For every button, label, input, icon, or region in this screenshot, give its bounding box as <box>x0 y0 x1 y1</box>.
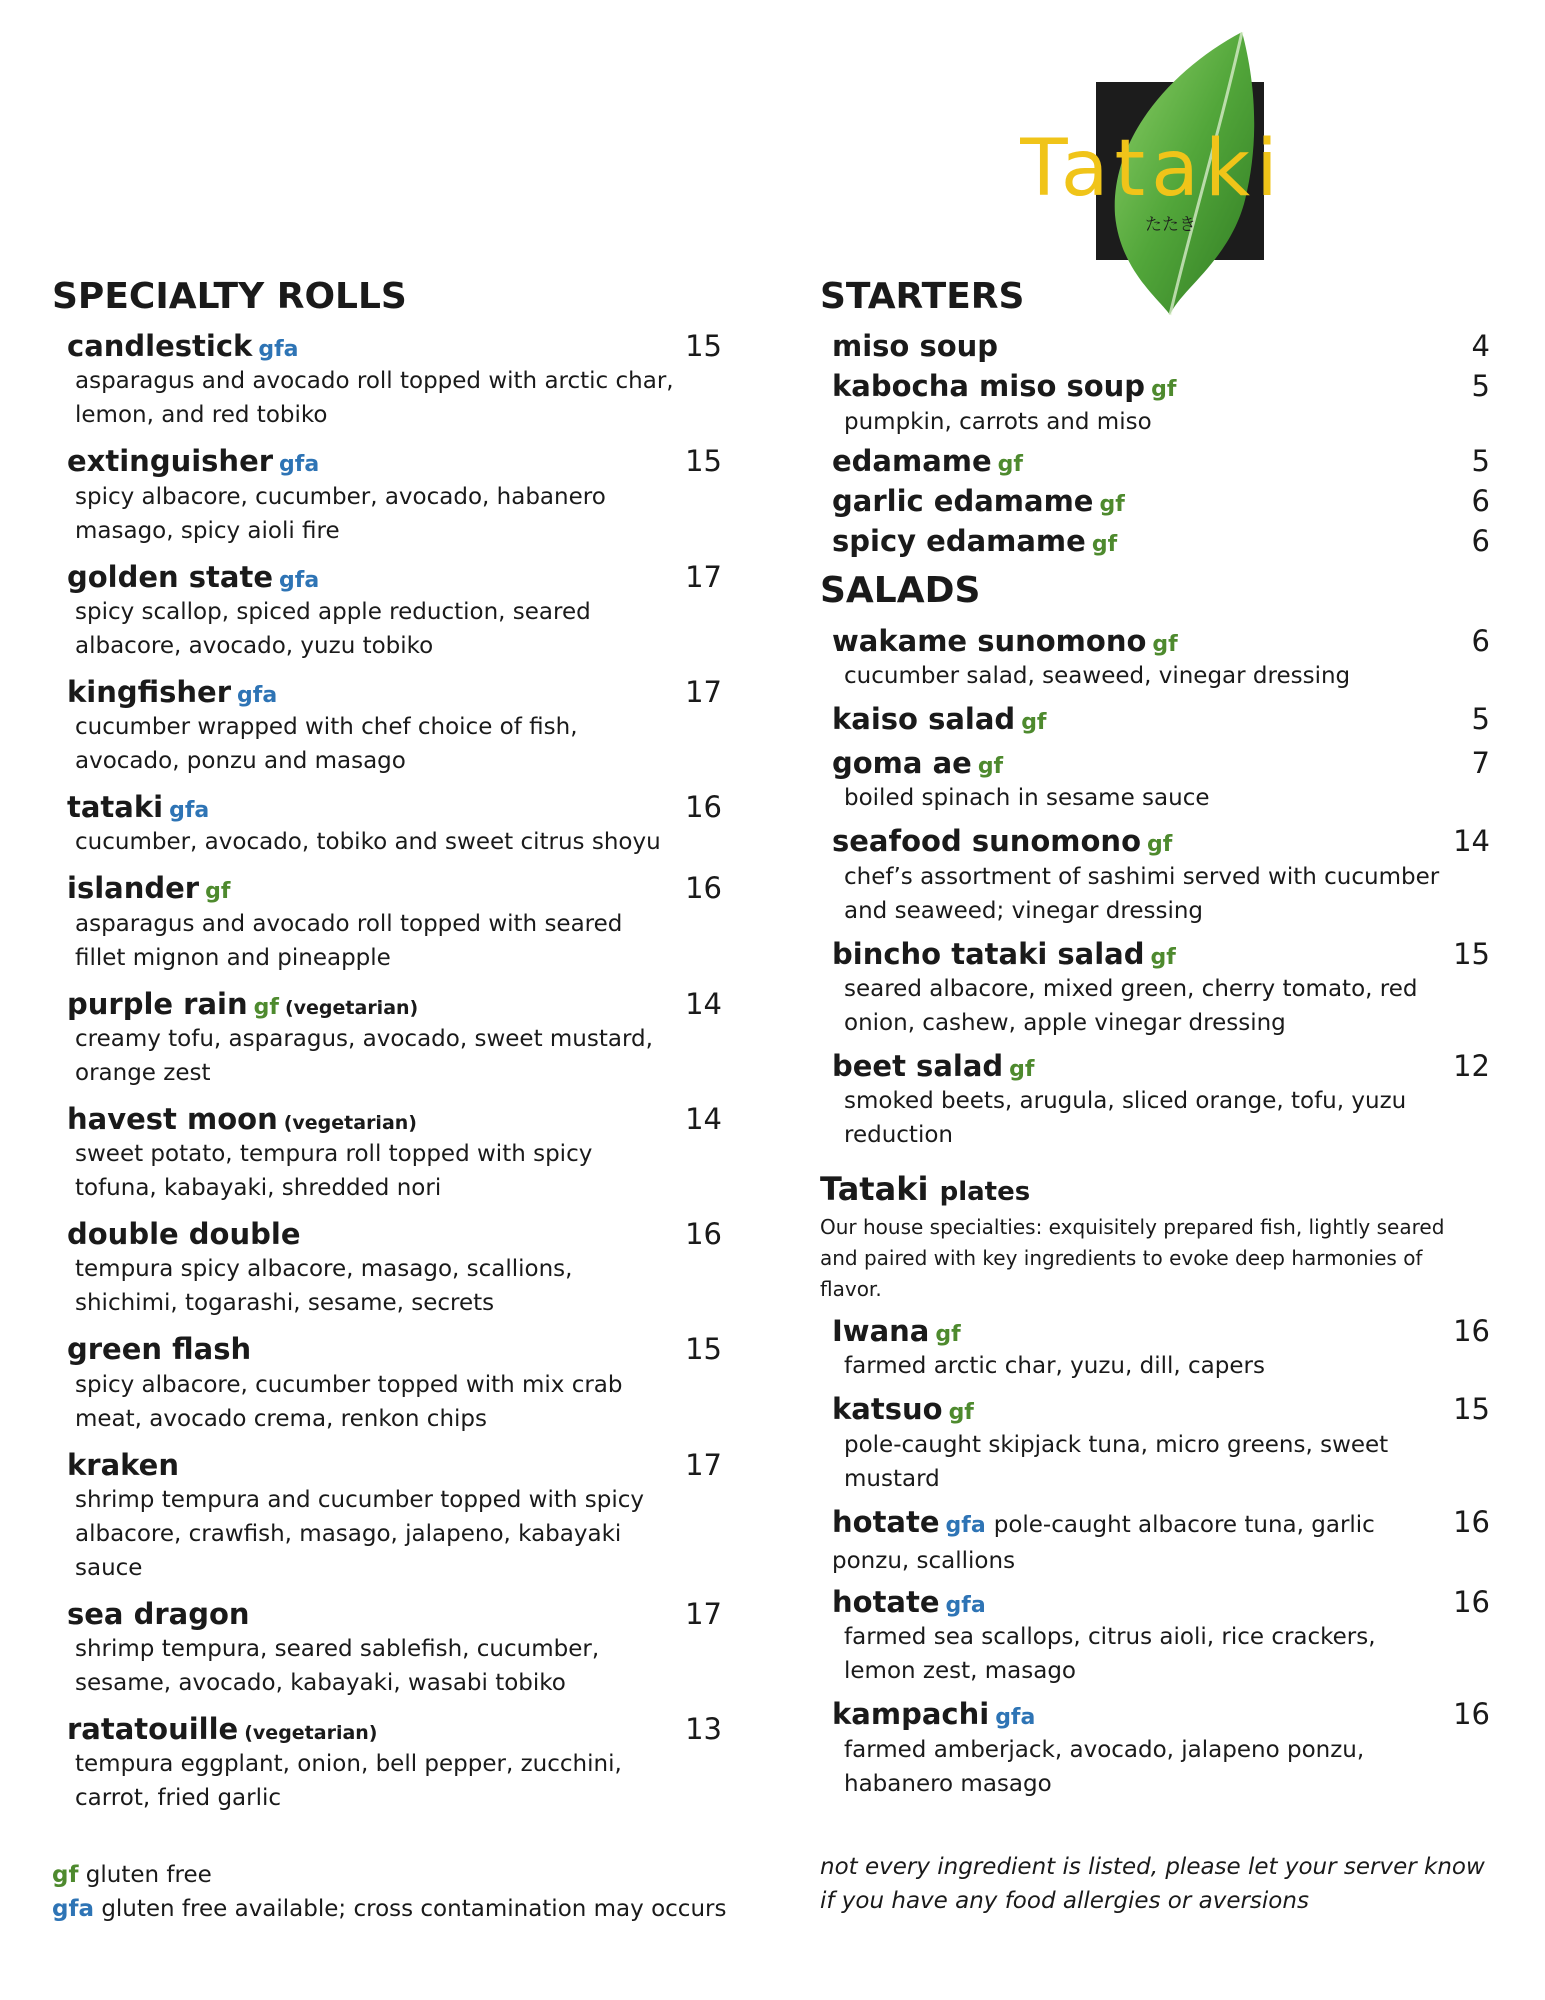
menu-item <box>820 1313 1490 1383</box>
menu-item <box>52 986 722 1090</box>
item-price: 16 <box>1453 1585 1490 1620</box>
item-name-wrap <box>67 1447 179 1483</box>
menu-item <box>820 1696 1490 1800</box>
section-title: STARTERS <box>820 276 1025 317</box>
dietary-tag: gf <box>253 994 279 1020</box>
item-price: 12 <box>1453 1048 1490 1083</box>
menu-item <box>52 1447 722 1585</box>
menu-item <box>820 483 1490 519</box>
menu-item <box>820 823 1490 927</box>
item-name-wrap <box>67 559 319 595</box>
item-price: 17 <box>685 559 722 594</box>
menu-item <box>52 870 722 974</box>
item-price: 15 <box>685 329 722 364</box>
item-description: shrimp tempura and cucumber topped with spicy albacore, crawfish, masago, jalapeno, kabayaki sauce <box>75 1486 644 1581</box>
menu-item <box>820 1048 1490 1152</box>
dietary-tag: gfa <box>945 1593 986 1619</box>
item-name: green flash <box>67 1332 252 1367</box>
menu-item <box>820 368 1490 438</box>
dietary-tag: gfa <box>945 1512 986 1538</box>
item-name-wrap <box>832 368 1176 404</box>
menu-item <box>820 328 1490 364</box>
item-description: chef’s assortment of sashimi served with cucumber and seaweed; vinegar dressing <box>844 863 1440 924</box>
menu-item <box>52 1101 722 1205</box>
item-name: golden state <box>67 559 274 594</box>
item-price: 14 <box>1453 824 1490 859</box>
item-name: kampachi <box>832 1697 990 1732</box>
item-description: cucumber wrapped with chef choice of fish, avocado, ponzu and masago <box>75 714 578 775</box>
item-name-wrap <box>67 986 418 1022</box>
item-price: 14 <box>685 986 722 1021</box>
item-price: 16 <box>1453 1504 1490 1539</box>
item-name-wrap <box>67 443 319 479</box>
item-name: kabocha miso soup <box>832 369 1146 404</box>
vegetarian-label: (vegetarian) <box>283 1111 417 1134</box>
item-price: 7 <box>1471 746 1490 781</box>
dietary-tag: gf <box>1151 377 1177 403</box>
item-price: 5 <box>1471 443 1490 478</box>
item-name: kraken <box>67 1447 179 1482</box>
item-name-wrap <box>832 701 1047 737</box>
item-description: pumpkin, carrots and miso <box>844 408 1152 435</box>
item-name-wrap <box>67 1331 251 1367</box>
item-description: creamy tofu, asparagus, avocado, sweet mustard, orange zest <box>75 1025 653 1086</box>
logo-wordmark: Tataki <box>1020 124 1284 214</box>
dietary-tag: gf <box>1099 491 1125 517</box>
item-description: cucumber, avocado, tobiko and sweet citrus shoyu <box>75 829 661 856</box>
item-description: pole-caught skipjack tuna, micro greens, sweet mustard <box>844 1431 1389 1492</box>
menu-item <box>820 623 1490 693</box>
item-price: 6 <box>1471 623 1490 658</box>
item-name-wrap <box>832 936 1176 972</box>
item-name: tataki <box>67 790 164 825</box>
item-price: 15 <box>1453 936 1490 971</box>
item-description: cucumber salad, seaweed, vinegar dressing <box>844 662 1351 689</box>
dietary-tag: gf <box>1150 944 1176 970</box>
item-name-wrap <box>832 443 1023 479</box>
item-name: ratatouille <box>67 1712 239 1747</box>
item-name: purple rain <box>67 986 248 1021</box>
item-price: 15 <box>685 1332 722 1367</box>
item-name: beet salad <box>832 1048 1004 1083</box>
item-name-wrap <box>832 483 1125 519</box>
menu-item <box>820 1391 1490 1495</box>
item-description: seared albacore, mixed green, cherry tomato, red onion, cashew, apple vinegar dressing <box>844 975 1418 1036</box>
legend-gfa-text: gluten free available; cross contamination may occurs <box>101 1896 727 1922</box>
vegetarian-label: (vegetarian) <box>284 996 419 1019</box>
menu-item <box>820 1504 1490 1577</box>
item-description: boiled spinach in sesame sauce <box>844 785 1210 812</box>
item-name: katsuo <box>832 1392 943 1427</box>
item-name-wrap <box>67 1596 250 1632</box>
section-title: SALADS <box>820 570 981 612</box>
item-name: wakame sunomono <box>832 623 1147 658</box>
legend-gfa-key: gfa <box>52 1896 94 1922</box>
section-title: SPECIALTY ROLLS <box>52 276 407 317</box>
item-description: tempura eggplant, onion, bell pepper, zucchini, carrot, fried garlic <box>75 1751 622 1812</box>
item-price: 5 <box>1471 369 1490 404</box>
dietary-tag: gf <box>997 451 1023 477</box>
item-name-wrap <box>67 674 277 710</box>
item-name: kingfisher <box>67 674 232 709</box>
item-name: hotate <box>832 1585 940 1620</box>
item-name-wrap <box>67 1101 417 1137</box>
item-description: tempura spicy albacore, masago, scallions, shichimi, togarashi, sesame, secrets <box>75 1256 573 1317</box>
plates-intro: Our house specialties: exquisitely prepared fish, lightly seared and paired with key ingredients to evoke deep harmonies of flavor. <box>820 1215 1445 1302</box>
item-name-wrap <box>832 823 1172 859</box>
item-name-wrap <box>832 1584 986 1620</box>
menu-item <box>820 1584 1490 1688</box>
item-name: edamame <box>832 443 992 478</box>
item-price: 13 <box>685 1712 722 1747</box>
item-name: hotate <box>832 1504 940 1539</box>
item-name-wrap <box>67 789 209 825</box>
item-price: 17 <box>685 1447 722 1482</box>
plates-title-main: Tataki <box>820 1170 929 1209</box>
dietary-tag: gf <box>1021 709 1047 735</box>
item-description: spicy albacore, cucumber, avocado, habanero masago, spicy aioli fire <box>75 483 606 544</box>
item-price: 16 <box>685 790 722 825</box>
menu-item <box>52 1711 722 1815</box>
item-name-wrap <box>67 328 299 364</box>
item-price: 16 <box>685 1217 722 1252</box>
menu-item <box>52 789 722 859</box>
item-description: farmed arctic char, yuzu, dill, capers <box>844 1353 1265 1380</box>
item-name: spicy edamame <box>832 524 1086 559</box>
dietary-tag: gfa <box>237 682 278 708</box>
item-name-wrap <box>832 523 1117 559</box>
item-price: 6 <box>1471 524 1490 559</box>
item-name-wrap <box>67 1711 378 1747</box>
legend-gf-key: gf <box>52 1862 79 1888</box>
item-description: farmed sea scallops, citrus aioli, rice crackers, lemon zest, masago <box>844 1624 1376 1685</box>
item-price: 17 <box>685 1596 722 1631</box>
menu-item <box>820 936 1490 1040</box>
item-description: smoked beets, arugula, sliced orange, tofu, yuzu reduction <box>844 1088 1407 1149</box>
dietary-tag: gf <box>935 1322 961 1348</box>
item-price: 4 <box>1471 329 1490 364</box>
menu-item <box>820 523 1490 559</box>
plates-title-sub: plates <box>939 1177 1031 1208</box>
menu-item <box>820 745 1490 815</box>
item-name: miso soup <box>832 329 999 364</box>
dietary-tag: gf <box>205 879 231 905</box>
menu-item <box>52 674 722 778</box>
item-name-wrap <box>832 745 1003 781</box>
dietary-tag: gfa <box>279 452 320 478</box>
right-column <box>820 275 1490 1809</box>
menu-item <box>52 1596 722 1700</box>
item-name: bincho tataki salad <box>832 936 1145 971</box>
item-price: 15 <box>1453 1392 1490 1427</box>
item-name: extinguisher <box>67 444 274 479</box>
item-name: seafood sunomono <box>832 824 1142 859</box>
menu-item <box>820 443 1490 479</box>
item-name-wrap <box>832 1391 974 1427</box>
item-name-wrap <box>832 1313 961 1349</box>
dietary-tag: gfa <box>169 798 210 824</box>
item-description: pole-caught albacore tuna, garlic ponzu, scallions <box>832 1511 1375 1574</box>
item-name: garlic edamame <box>832 483 1094 518</box>
legend-gf-text: gluten free <box>85 1862 212 1888</box>
item-name-wrap <box>832 623 1178 659</box>
dietary-tag: gfa <box>258 337 299 363</box>
item-name-wrap <box>832 1696 1035 1732</box>
item-name: islander <box>67 871 200 906</box>
plates-title <box>820 1170 1490 1208</box>
item-name-wrap <box>67 1216 301 1252</box>
item-name: Iwana <box>832 1314 930 1349</box>
item-description: spicy scallop, spiced apple reduction, seared albacore, avocado, yuzu tobiko <box>75 598 591 659</box>
item-name: kaiso salad <box>832 701 1016 736</box>
item-price: 16 <box>1453 1314 1490 1349</box>
vegetarian-label: (vegetarian) <box>244 1722 378 1745</box>
logo-kana: たたき <box>1145 215 1196 235</box>
menu-item <box>820 701 1490 737</box>
item-name-wrap <box>832 1504 1453 1577</box>
item-price: 16 <box>685 871 722 906</box>
allergy-footnote: not every ingredient is listed, please let your server know if you have any food allergies or aversions <box>820 1854 1485 1914</box>
menu-item <box>52 559 722 663</box>
item-name: sea dragon <box>67 1596 250 1631</box>
item-price: 5 <box>1471 701 1490 736</box>
item-name-wrap <box>832 1048 1034 1084</box>
specialty-rolls-section <box>52 275 722 1826</box>
item-name: goma ae <box>832 746 972 781</box>
menu-item <box>52 1331 722 1435</box>
item-name: double double <box>67 1217 301 1252</box>
item-name: havest moon <box>67 1101 278 1136</box>
item-description: shrimp tempura, seared sablefish, cucumber, sesame, avocado, kabayaki, wasabi tobiko <box>75 1636 600 1697</box>
item-description: asparagus and avocado roll topped with arctic char, lemon, and red tobiko <box>75 368 674 429</box>
item-price: 14 <box>685 1101 722 1136</box>
item-price: 17 <box>685 674 722 709</box>
dietary-tag: gf <box>1147 832 1173 858</box>
dietary-tag: gfa <box>995 1705 1036 1731</box>
item-description: sweet potato, tempura roll topped with spicy tofuna, kabayaki, shredded nori <box>75 1141 593 1202</box>
menu-item <box>52 328 722 432</box>
dietary-tag: gf <box>1152 631 1178 657</box>
item-description: asparagus and avocado roll topped with seared fillet mignon and pineapple <box>75 910 623 971</box>
menu-item <box>52 443 722 547</box>
item-price: 16 <box>1453 1697 1490 1732</box>
item-price: 6 <box>1471 483 1490 518</box>
menu-item <box>52 1216 722 1320</box>
legend <box>52 1858 726 1926</box>
dietary-tag: gfa <box>279 567 320 593</box>
item-price: 15 <box>685 444 722 479</box>
item-description: farmed amberjack, avocado, jalapeno ponzu, habanero masago <box>844 1736 1365 1797</box>
item-name-wrap <box>67 870 230 906</box>
item-name: candlestick <box>67 329 253 364</box>
item-name-wrap <box>832 328 998 364</box>
dietary-tag: gf <box>977 754 1004 780</box>
dietary-tag: gf <box>1091 532 1118 558</box>
dietary-tag: gf <box>948 1400 974 1426</box>
dietary-tag: gf <box>1009 1056 1035 1082</box>
item-description: spicy albacore, cucumber topped with mix crab meat, avocado crema, renkon chips <box>75 1371 623 1432</box>
